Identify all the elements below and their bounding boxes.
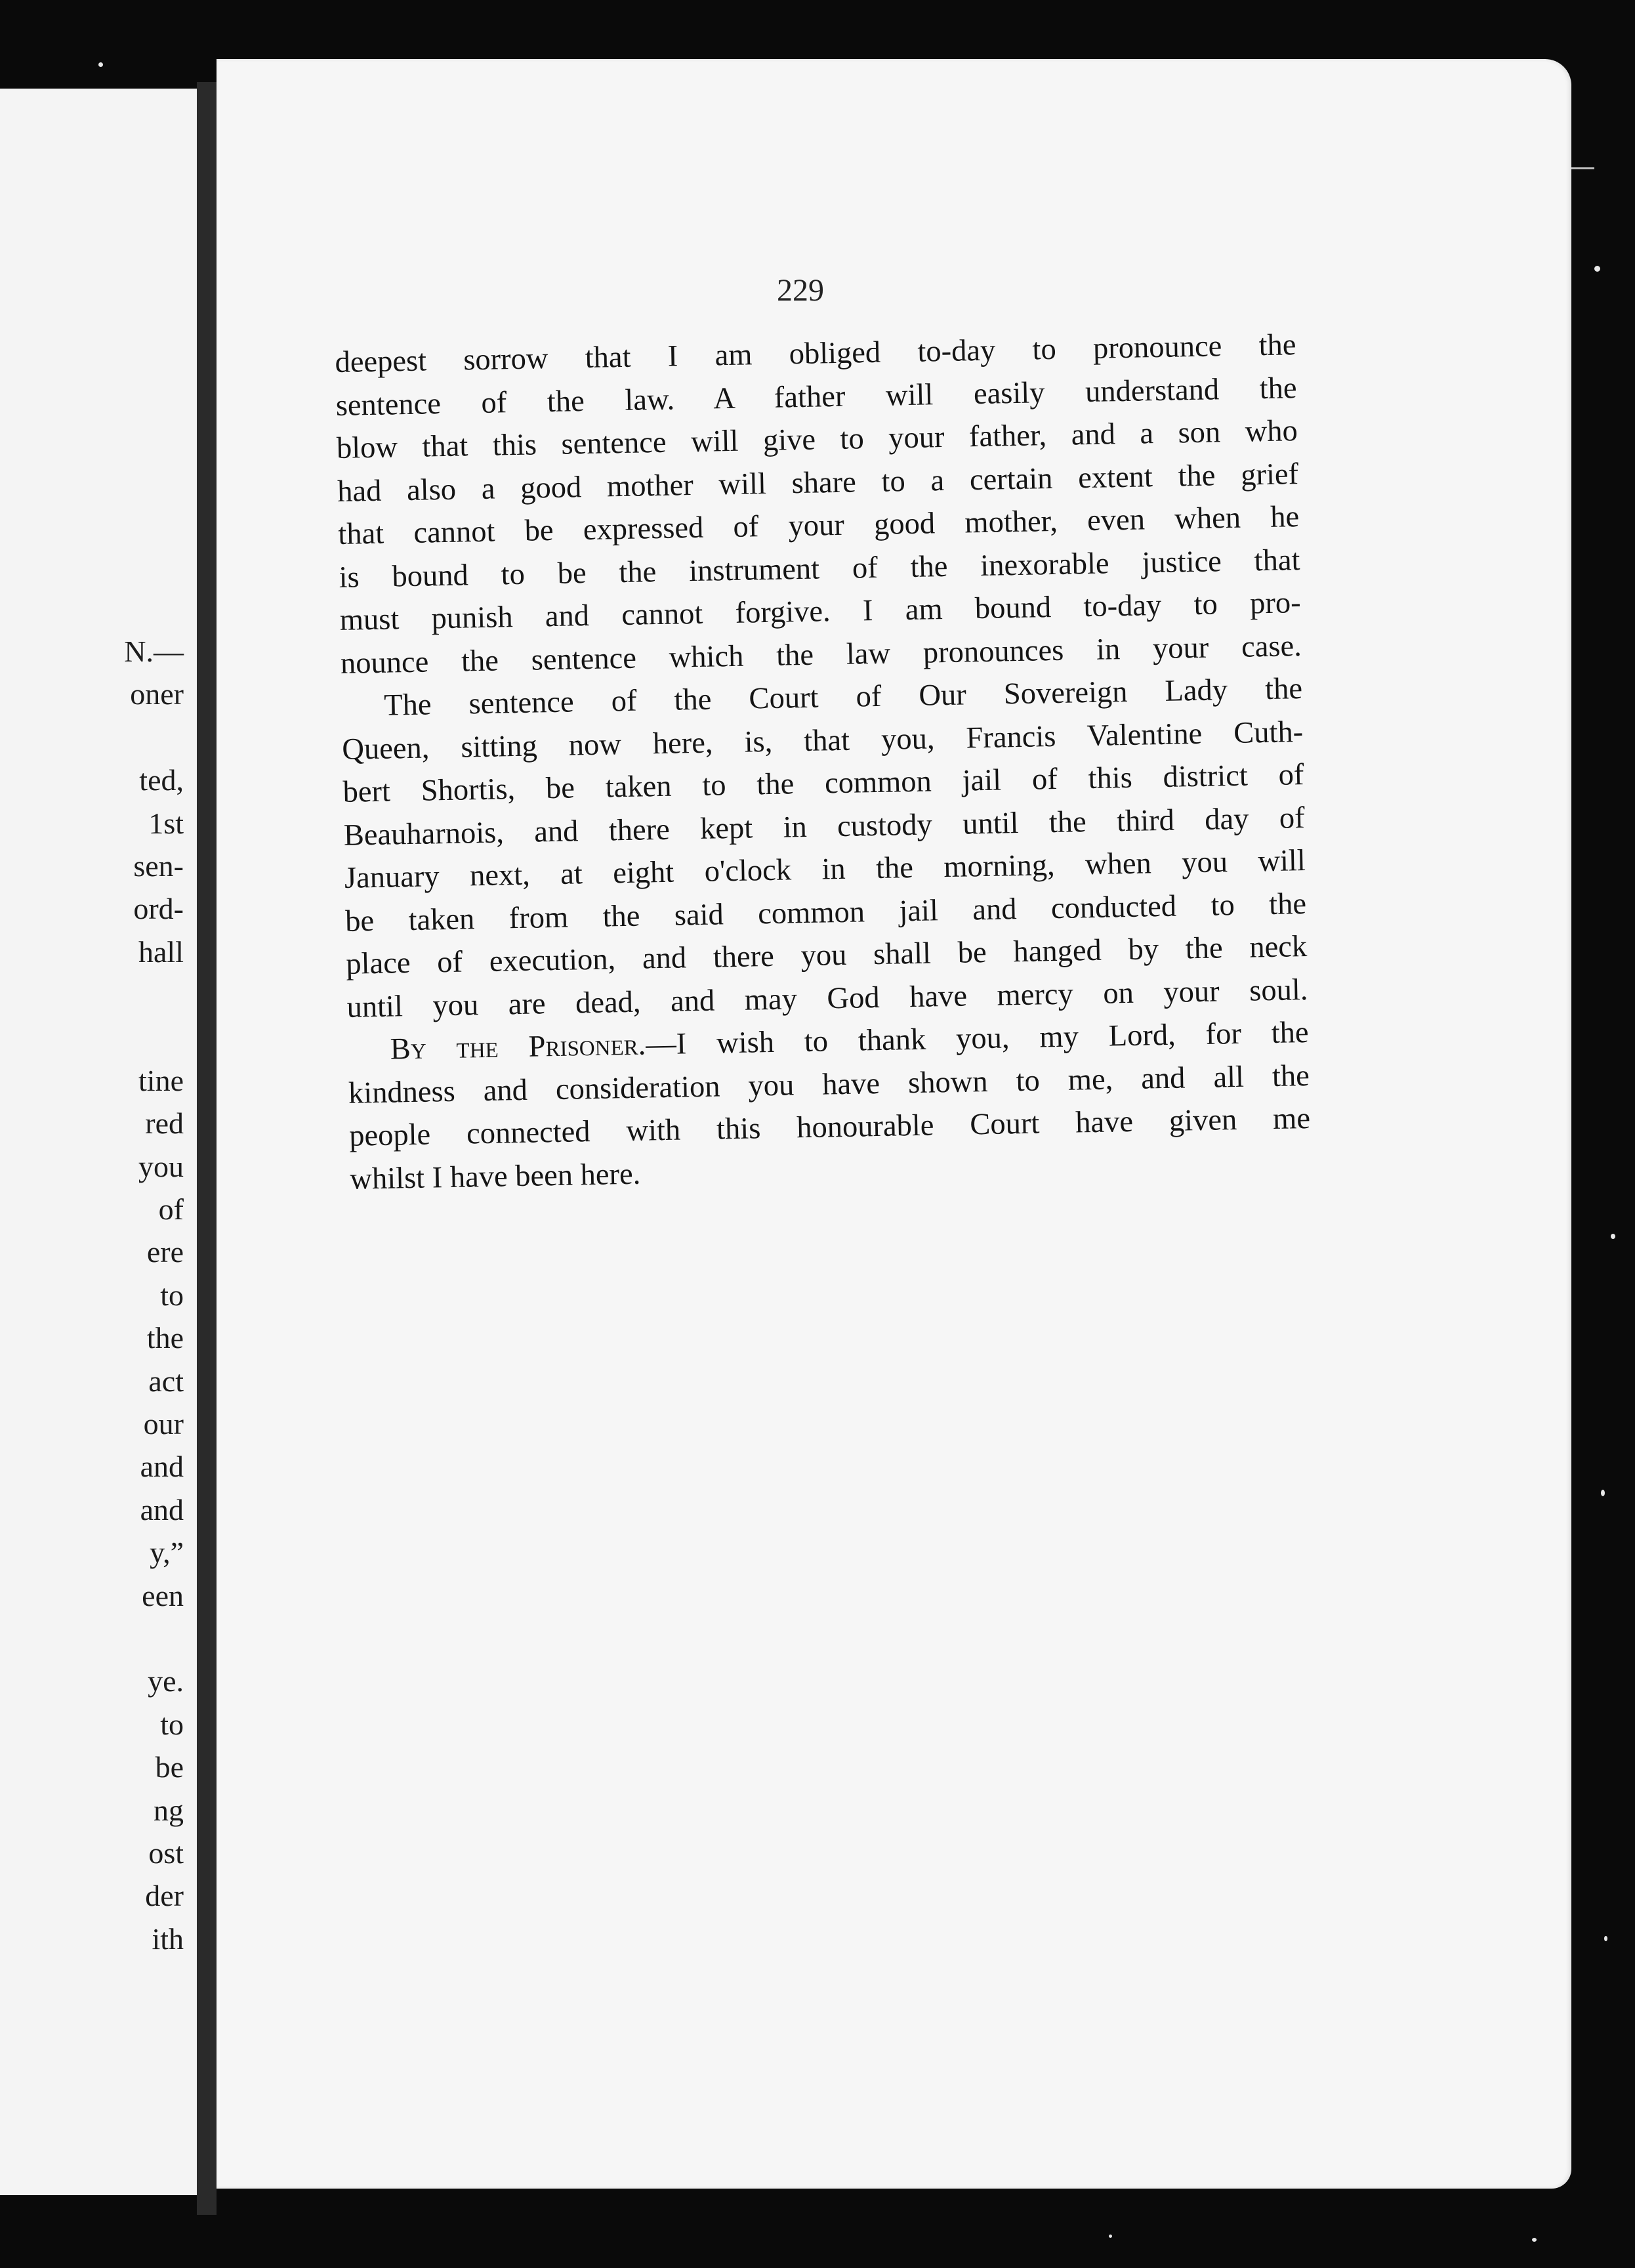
fragment-line: the [146,1321,184,1355]
text-line: sentence of the law. A father will easily understand the [335,371,1298,423]
text-line: January next, at eight o'clock in the morning, when you will [344,844,1306,895]
text-line: whilst I have been here. [349,1157,641,1196]
paragraph-2 [341,667,1308,1029]
text-line: deepest sorrow that I am obliged to-day to pronounce the [335,328,1296,379]
fragment-line: een [142,1578,184,1612]
fragment-line: act [148,1364,184,1398]
book-gutter [197,82,217,2215]
text-line: blow that this sentence will give to your father, and a son who [336,414,1298,465]
text-line: kindness and consideration you have shown to me, and all the [348,1059,1310,1110]
text-line: had also a good mother will share to a certain extent the grief [337,457,1299,509]
scan-speck [1604,1936,1607,1941]
fragment-line [13,716,184,759]
speech-text: —I wish to thank you, my Lord, for the [645,1015,1310,1062]
fragment-line: red [145,1106,184,1141]
fragment-line: tine [138,1063,184,1097]
text-line: Queen, sitting now here, is, that you, Francis Valentine Cuth- [341,715,1304,766]
text-line: nounce the sentence which the law pronounces in your case. [340,629,1302,681]
text-line: people connected with this honourable Court have given me [348,1101,1311,1153]
text-line: that cannot be expressed of your good mother, even when he [337,500,1300,551]
text-line: is bound to be the instrument of the inexorable justice that [339,543,1300,595]
page-number: 229 [777,273,824,308]
fragment-line: sen- [133,849,184,883]
scan-speck [1611,1234,1615,1239]
fragment-line: be [155,1750,184,1784]
fragment-line: ere [146,1235,184,1269]
fragment-line: ith [152,1922,184,1956]
text-line: Beauharnois, and there kept in custody until the third day of [343,801,1306,852]
fragment-line: y,” [150,1536,184,1570]
fragment-line: to [160,1278,184,1312]
text-line: place of execution, and there you shall be hanged by the neck [345,929,1308,981]
text-line: be taken from the said common jail and conducted to the [344,887,1307,938]
scan-speck [1594,266,1600,272]
fragment-line [13,973,184,1016]
text-line: bert Shortis, be taken to the common jail of this district of [342,758,1304,809]
fragment-line: oner [130,677,184,711]
fragment-line: our [143,1407,184,1441]
fragment-line: ord- [133,892,184,926]
fragment-line: and [140,1492,184,1526]
fragment-line: of [158,1192,184,1227]
fragment-line: ye. [148,1664,184,1698]
text-line: The sentence of the Court of Our Sovereign Lady the [383,672,1303,723]
scan-speck [1601,1490,1605,1496]
fragment-line [13,1617,184,1660]
text-line: until you are dead, and may God have mercy on your soul. [346,973,1308,1024]
fragment-line: hall [138,934,184,969]
paragraph-1 [335,324,1302,685]
fragment-line: you [138,1149,184,1183]
fragment-line: ted, [139,763,184,797]
fragment-line: der [145,1879,184,1913]
scan-speck [1109,2235,1112,2238]
previous-page-text-fragments [13,630,184,1960]
fragment-line: to [160,1707,184,1741]
scan-speck [98,62,103,67]
scan-speck [1532,2238,1537,2242]
fragment-line: and [140,1450,184,1484]
fragment-line: ost [148,1836,184,1870]
fragment-line: N.— [124,635,184,668]
fragment-line [13,1017,184,1059]
text-line: must punish and cannot forgive. I am bound to-day to pro- [339,586,1302,637]
paragraph-3 [347,1011,1312,1201]
speaker-label: By the Prisoner. [390,1028,646,1066]
fragment-line: ng [154,1793,184,1827]
fragment-line: 1st [148,806,184,840]
previous-page-edge [0,89,197,2195]
page-body-text [335,324,1312,1201]
